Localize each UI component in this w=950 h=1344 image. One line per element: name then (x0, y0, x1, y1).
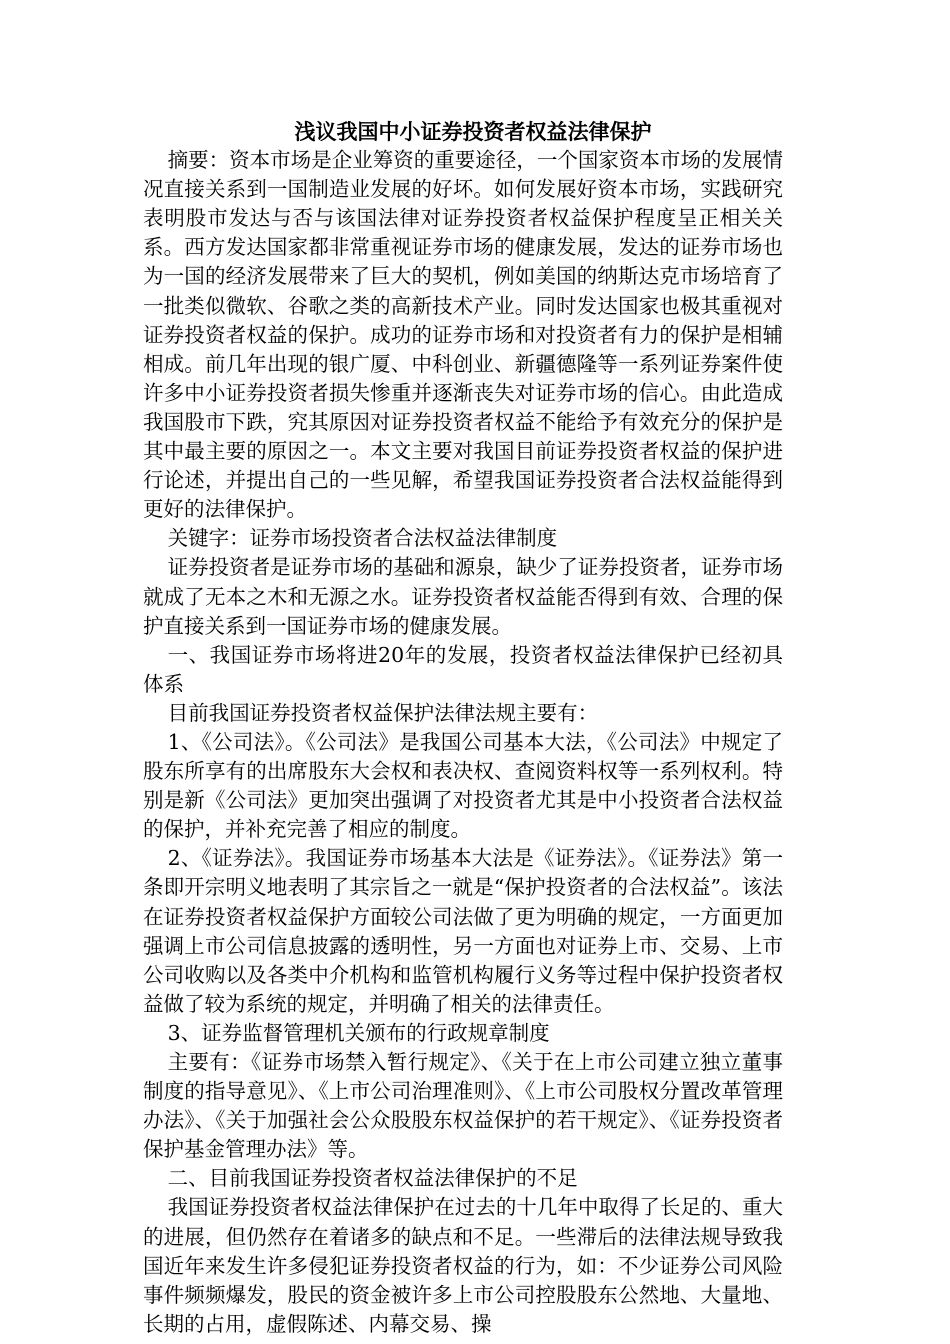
list-item-regulations: 3、证券监督管理机关颁布的行政规章制度 (167, 1020, 550, 1045)
section-heading-1: 一、我国证券市场将进20年的发展，投资者权益法律保护已经初具体系 (143, 642, 783, 696)
body-paragraph: 主要有：《证券市场禁入暂行规定》、《关于在上市公司建立独立董事制度的指导意见》、《上市公司治理准则》、《上市公司股权分置改革管理办法》、《关于加强社会公众股股东权益保护的若干规定》、《证券投资者保护基金管理办法》等。 (143, 1050, 783, 1162)
body-paragraph: 目前我国证券投资者权益保护法律法规主要有： (167, 700, 599, 725)
intro-paragraph: 证券投资者是证券市场的基础和源泉，缺少了证券投资者，证券市场就成了无本之木和无源之水。证券投资者权益能否得到有效、合理的保护直接关系到一国证券市场的健康发展。 (143, 555, 783, 638)
document-page (143, 117, 783, 1339)
body-paragraph: 我国证券投资者权益法律保护在过去的十几年中取得了长足的、重大的进展，但仍然存在着诸多的缺点和不足。一些滞后的法律法规导致我国近年来发生许多侵犯证券投资者权益的行为，如：不少证券公司风险事件频频爆发，股民的资金被许多上市公司控股股东公然地、大量地、长期的占用，虚假陈述、内幕交易、操 (143, 1195, 783, 1336)
document-title: 浅议我国中小证券投资者权益法律保护 (294, 119, 652, 144)
list-item-securities-law: 2、《证券法》。我国证券市场基本大法是《证券法》。《证券法》第一条即开宗明义地表明了其宗旨之一就是“保护投资者的合法权益”。该法在证券投资者权益保护方面较公司法做了更为明确的规定，一方面更加强调上市公司信息披露的透明性，另一方面也对证券上市、交易、上市公司收购以及各类中介机构和监管机构履行义务等过程中保护投资者权益做了较为系统的规定，并明确了相关的法律责任。 (143, 846, 783, 1016)
section-heading-2: 二、目前我国证券投资者权益法律保护的不足 (167, 1166, 578, 1191)
abstract-paragraph: 摘要：资本市场是企业筹资的重要途径，一个国家资本市场的发展情况直接关系到一国制造业发展的好坏。如何发展好资本市场，实践研究表明股市发达与否与该国法律对证券投资者权益保护程度呈正相关关系。西方发达国家都非常重视证券市场的健康发展，发达的证券市场也为一国的经济发展带来了巨大的契机，例如美国的纳斯达克市场培育了一批类似微软、谷歌之类的高新技术产业。同时发达国家也极其重视对证券投资者权益的保护。成功的证券市场和对投资者有力的保护是相辅相成。前几年出现的银广厦、中科创业、新疆德隆等一系列证券案件使许多中小证券投资者损失惨重并逐渐丧失对证券市场的信心。由此造成我国股市下跌，究其原因对证券投资者权益不能给予有效充分的保护是其中最主要的原因之一。本文主要对我国目前证券投资者权益的保护进行论述，并提出自己的一些见解，希望我国证券投资者合法权益能得到更好的法律保护。 (143, 148, 783, 522)
keywords-paragraph: 关键字：证券市场投资者合法权益法律制度 (167, 526, 558, 551)
list-item-company-law: 1、《公司法》。《公司法》是我国公司基本大法，《公司法》中规定了股东所享有的出席股东大会权和表决权、查阅资料权等一系列权利。特别是新《公司法》更加突出强调了对投资者尤其是中小投资者合法权益的保护，并补充完善了相应的制度。 (143, 729, 783, 842)
